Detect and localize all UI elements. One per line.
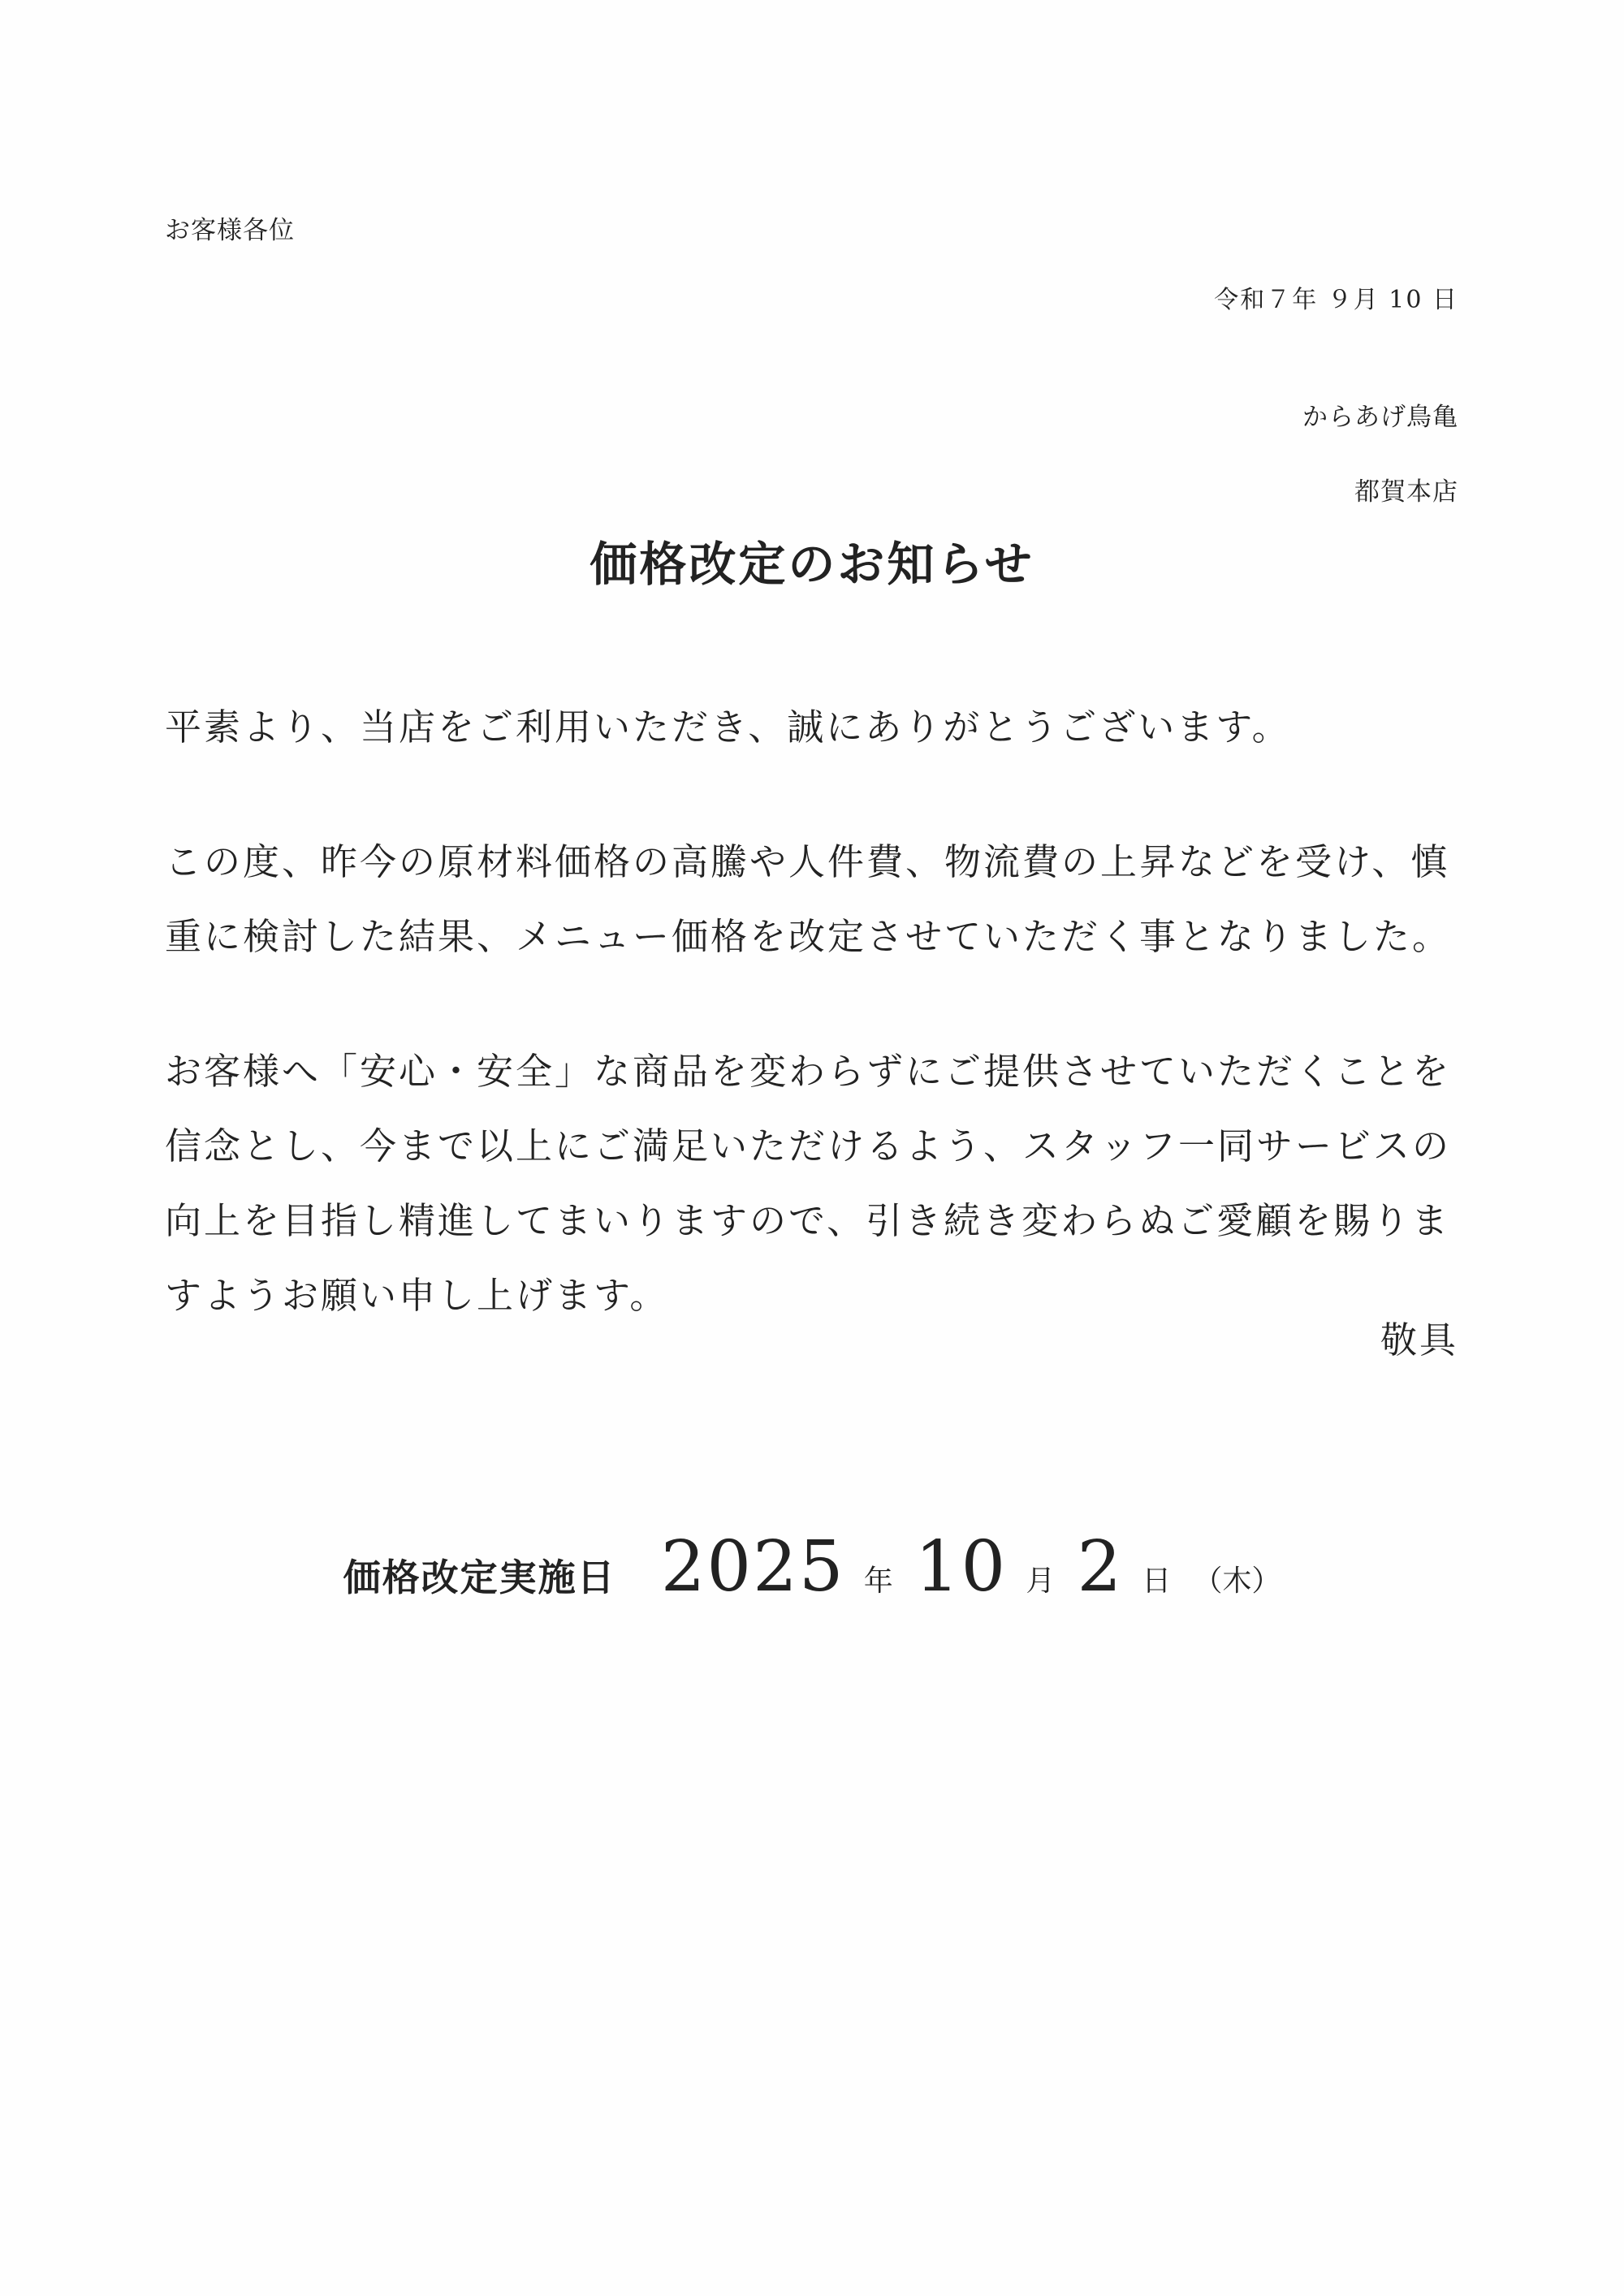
sender-branch: 都賀本店 xyxy=(1354,477,1458,507)
body-line: 信念とし、今まで以上にご満足いただけるよう、スタッフ一同サービスの xyxy=(165,1124,1452,1167)
page-title: 価格改定のお知らせ xyxy=(590,537,1034,592)
body-line: 重に検討した結果、メニュー価格を改定させていただく事となりました。 xyxy=(165,915,1452,958)
effective-day-unit: 日 xyxy=(1142,1564,1172,1598)
body-line: お客様へ「安心・安全」な商品を変わらずにご提供させていただくことを xyxy=(165,1050,1452,1093)
effective-day: 2 xyxy=(1077,1526,1124,1608)
sender-block xyxy=(1302,380,1458,529)
effective-year-unit: 年 xyxy=(863,1564,893,1598)
effective-year: 2025 xyxy=(660,1526,845,1608)
effective-date xyxy=(0,1526,1624,1608)
closing-word: 敬具 xyxy=(1380,1318,1458,1362)
body-line: 平素より、当店をご利用いただき、誠にありがとうございます。 xyxy=(165,706,1291,749)
effective-date-label: 価格改定実施日 xyxy=(343,1556,616,1599)
body-line: 向上を目指し精進してまいりますので、引き続き変わらぬご愛顧を賜りま xyxy=(165,1199,1451,1242)
effective-weekday: （木） xyxy=(1193,1564,1281,1598)
body-line: この度、昨今の原材料価格の高騰や人件費、物流費の上昇などを受け、慎 xyxy=(165,840,1450,883)
salutation: お客様各位 xyxy=(165,216,295,245)
notice-body xyxy=(165,690,1464,1333)
sender-shop-name: からあげ鳥亀 xyxy=(1302,403,1458,432)
effective-month: 10 xyxy=(914,1526,1008,1608)
body-line: すようお願い申し上げます。 xyxy=(165,1274,669,1317)
effective-month-unit: 月 xyxy=(1026,1564,1056,1598)
issue-date: 令和７年 ９月 10 日 xyxy=(1214,286,1458,314)
